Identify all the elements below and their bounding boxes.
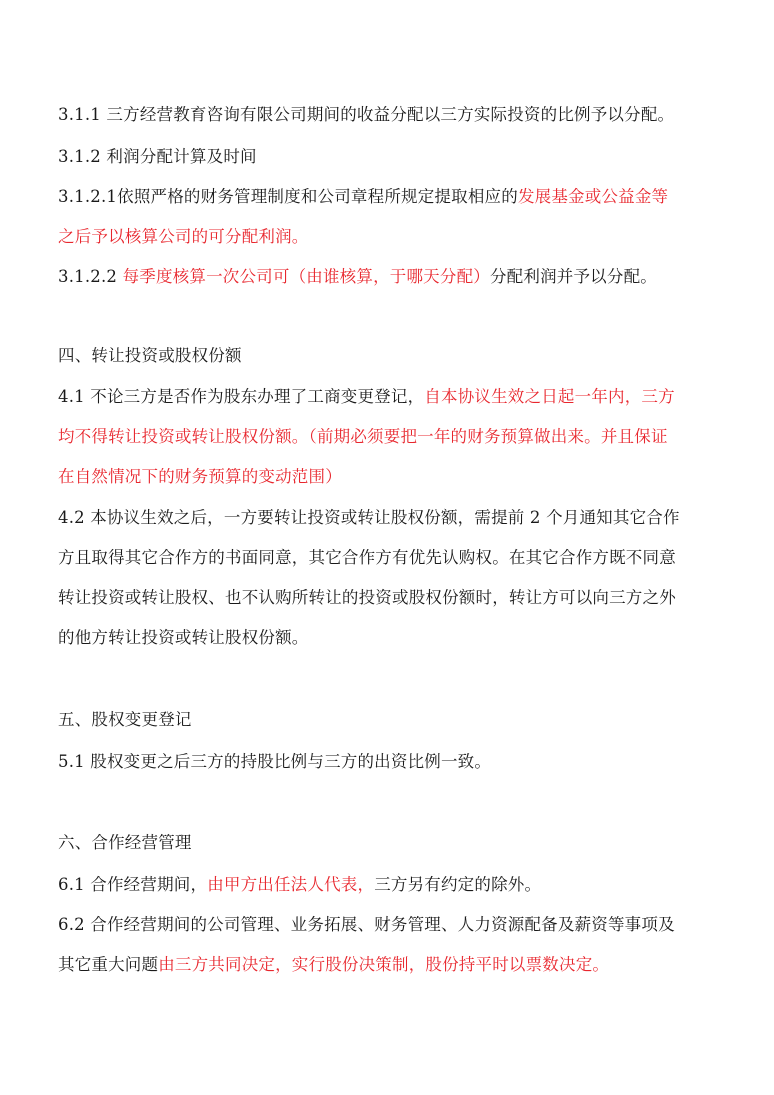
body-text: 3.1.2.1依照严格的财务管理制度和公司章程所规定提取相应的: [58, 187, 518, 206]
text-line: [58, 145, 257, 169]
body-text: 3.1.1 三方经营教育咨询有限公司期间的收益分配以三方实际投资的比例予以分配。: [58, 105, 675, 124]
body-text: 3.1.2 利润分配计算及时间: [58, 147, 257, 166]
highlighted-text: 由三方共同决定，实行股份决策制，股份持平时以票数决定。: [158, 955, 610, 974]
text-line: [58, 626, 309, 650]
body-text: 三方另有约定的除外。: [374, 875, 542, 894]
body-text: 4.2 本协议生效之后，一方要转让投资或转让股权份额，需提前 2 个月通知其它合作: [58, 508, 680, 527]
text-line: [58, 750, 491, 774]
highlighted-text: 均不得转让投资或转让股权份额。（前期必须要把一年的财务预算做出来。并且保证: [58, 427, 668, 446]
text-line: [58, 708, 192, 732]
body-text: 的他方转让投资或转让股权份额。: [58, 628, 309, 647]
highlighted-text: 自本协议生效之日起一年内，三方: [424, 387, 675, 406]
text-line: [58, 425, 668, 449]
text-line: [58, 185, 668, 209]
text-line: [58, 873, 541, 897]
body-text: 四、转让投资或股权份额: [58, 346, 242, 365]
highlighted-text: 之后予以核算公司的可分配利润。: [58, 227, 309, 246]
highlighted-text: 在自然情况下的财务预算的变动范围）: [58, 467, 342, 486]
body-text: 方且取得其它合作方的书面同意，其它合作方有优先认购权。在其它合作方既不同意: [58, 548, 676, 567]
body-text: 3.1.2.2: [58, 267, 123, 286]
text-line: [58, 344, 242, 368]
body-text: 分配利润并予以分配。: [489, 267, 657, 286]
text-line: [58, 225, 309, 249]
highlighted-text: 由甲方出任法人代表，: [207, 875, 375, 894]
body-text: 六、合作经营管理: [58, 833, 192, 852]
body-text: 五、股权变更登记: [58, 710, 192, 729]
highlighted-text: 每季度核算一次公司可（由谁核算，于哪天分配）: [122, 267, 490, 286]
text-line: [58, 953, 609, 977]
body-text: 5.1 股权变更之后三方的持股比例与三方的出资比例一致。: [58, 752, 492, 771]
text-line: [58, 546, 676, 570]
body-text: 4.1 不论三方是否作为股东办理了工商变更登记，: [58, 387, 425, 406]
body-text: 其它重大问题: [58, 955, 159, 974]
text-line: [58, 831, 192, 855]
text-line: [58, 586, 676, 610]
body-text: 转让投资或转让股权、也不认购所转让的投资或股权份额时，转让方可以向三方之外: [58, 588, 676, 607]
text-line: [58, 913, 675, 937]
text-line: [58, 506, 680, 530]
text-line: [58, 103, 674, 127]
text-line: [58, 465, 342, 489]
body-text: 6.1 合作经营期间，: [58, 875, 208, 894]
text-line: [58, 265, 657, 289]
highlighted-text: 发展基金或公益金等: [517, 187, 669, 206]
body-text: 6.2 合作经营期间的公司管理、业务拓展、财务管理、人力资源配备及薪资等事项及: [58, 915, 675, 934]
text-line: [58, 385, 675, 409]
